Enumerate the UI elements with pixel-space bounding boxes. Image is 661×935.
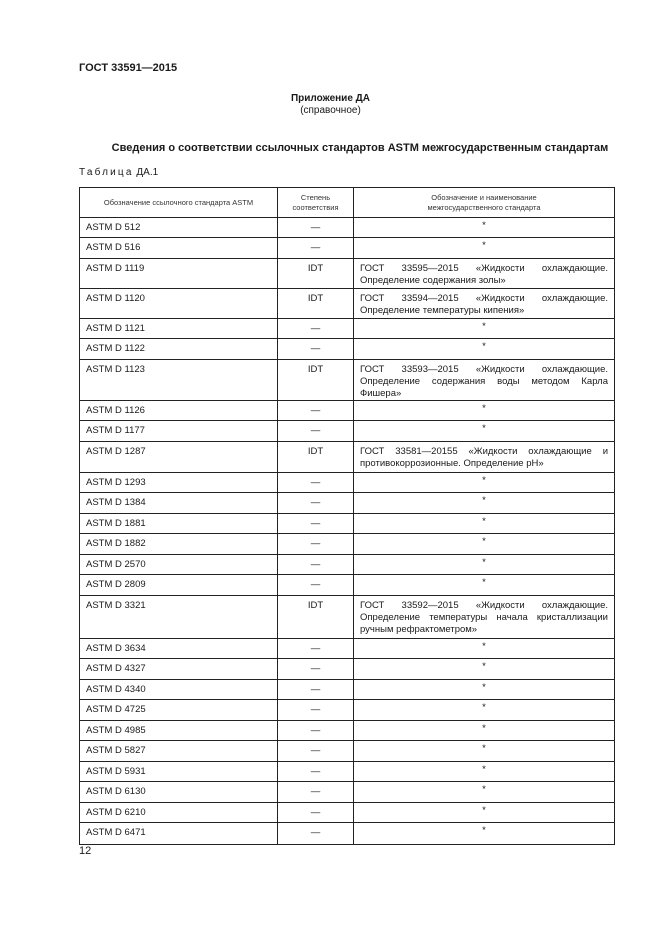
cell-degree: — bbox=[278, 555, 354, 575]
table-row bbox=[80, 289, 615, 319]
cell-interstate-standard: * bbox=[354, 421, 615, 442]
appendix-heading bbox=[0, 93, 661, 117]
cell-astm-standard: ASTM D 2570 bbox=[80, 555, 278, 575]
cell-interstate-standard: * bbox=[354, 555, 615, 575]
table-row bbox=[80, 259, 615, 289]
cell-degree: — bbox=[278, 762, 354, 782]
cell-astm-standard: ASTM D 3321 bbox=[80, 596, 278, 639]
cell-astm-standard: ASTM D 512 bbox=[80, 218, 278, 238]
cell-astm-standard: ASTM D 1293 bbox=[80, 473, 278, 493]
cell-astm-standard: ASTM D 2809 bbox=[80, 575, 278, 596]
cell-astm-standard: ASTM D 6210 bbox=[80, 803, 278, 823]
cell-astm-standard: ASTM D 6471 bbox=[80, 823, 278, 845]
cell-degree: IDT bbox=[278, 360, 354, 401]
cell-astm-standard: ASTM D 1123 bbox=[80, 360, 278, 401]
cell-degree: — bbox=[278, 473, 354, 493]
cell-astm-standard: ASTM D 1121 bbox=[80, 319, 278, 339]
cell-degree: IDT bbox=[278, 596, 354, 639]
cell-degree: — bbox=[278, 534, 354, 555]
cell-degree: IDT bbox=[278, 442, 354, 473]
cell-interstate-standard: * bbox=[354, 339, 615, 360]
table-row bbox=[80, 514, 615, 534]
table-row bbox=[80, 218, 615, 238]
table-row bbox=[80, 493, 615, 514]
cell-degree: — bbox=[278, 721, 354, 741]
cell-degree: — bbox=[278, 639, 354, 659]
appendix-title: Приложение ДА bbox=[290, 93, 371, 104]
cell-astm-standard: ASTM D 516 bbox=[80, 238, 278, 259]
header-degree bbox=[278, 188, 354, 218]
page-number: 12 bbox=[79, 845, 92, 857]
table-row bbox=[80, 762, 615, 782]
cell-interstate-standard: * bbox=[354, 218, 615, 238]
cell-interstate-standard: * bbox=[354, 238, 615, 259]
document-code: ГОСТ 33591—2015 bbox=[79, 62, 178, 74]
cell-interstate-standard: ГОСТ 33593—2015 «Жидкости охлаждающие. Определение содержания воды методом Карла Фишера» bbox=[354, 360, 615, 401]
table-row bbox=[80, 238, 615, 259]
cell-interstate-standard: * bbox=[354, 823, 615, 845]
cell-interstate-standard: ГОСТ 33592—2015 «Жидкости охлаждающие. Определение температуры начала кристаллизации ручным рефрактометром» bbox=[354, 596, 615, 639]
correspondence-table bbox=[79, 187, 615, 845]
cell-degree: — bbox=[278, 575, 354, 596]
table-row bbox=[80, 442, 615, 473]
cell-interstate-standard: ГОСТ 33595—2015 «Жидкости охлаждающие. Определение содержания золы» bbox=[354, 259, 615, 289]
cell-degree: — bbox=[278, 823, 354, 845]
cell-degree: — bbox=[278, 238, 354, 259]
cell-interstate-standard: * bbox=[354, 319, 615, 339]
cell-astm-standard: ASTM D 1177 bbox=[80, 421, 278, 442]
cell-astm-standard: ASTM D 1126 bbox=[80, 401, 278, 421]
cell-degree: — bbox=[278, 339, 354, 360]
header-astm-designation: Обозначение ссылочного стандарта ASTM bbox=[80, 188, 278, 218]
cell-astm-standard: ASTM D 4985 bbox=[80, 721, 278, 741]
table-label-word: Таблица bbox=[79, 167, 134, 178]
cell-degree: — bbox=[278, 782, 354, 803]
cell-astm-standard: ASTM D 5827 bbox=[80, 741, 278, 762]
table-row bbox=[80, 639, 615, 659]
table-label bbox=[79, 167, 158, 178]
table-row bbox=[80, 721, 615, 741]
cell-interstate-standard: * bbox=[354, 782, 615, 803]
cell-degree: — bbox=[278, 741, 354, 762]
table-row bbox=[80, 803, 615, 823]
header-degree-line1: Степень bbox=[300, 192, 331, 202]
table-row bbox=[80, 596, 615, 639]
cell-astm-standard: ASTM D 1882 bbox=[80, 534, 278, 555]
cell-astm-standard: ASTM D 4327 bbox=[80, 659, 278, 680]
cell-astm-standard: ASTM D 4340 bbox=[80, 680, 278, 700]
section-title: Сведения о соответствии ссылочных стандартов ASTM межгосударственным стандартам bbox=[111, 142, 609, 154]
cell-interstate-standard: ГОСТ 33581—20155 «Жидкости охлаждающие и противокоррозионные. Определение pH» bbox=[354, 442, 615, 473]
cell-astm-standard: ASTM D 1119 bbox=[80, 259, 278, 289]
table-row bbox=[80, 575, 615, 596]
cell-interstate-standard: * bbox=[354, 575, 615, 596]
cell-interstate-standard: * bbox=[354, 762, 615, 782]
table-row bbox=[80, 473, 615, 493]
cell-degree: — bbox=[278, 680, 354, 700]
cell-degree: — bbox=[278, 700, 354, 721]
header-degree-line2: соответствия bbox=[292, 202, 339, 212]
cell-astm-standard: ASTM D 6130 bbox=[80, 782, 278, 803]
cell-interstate-standard: * bbox=[354, 473, 615, 493]
appendix-subtitle: (справочное) bbox=[300, 105, 361, 116]
table-row bbox=[80, 741, 615, 762]
table-row bbox=[80, 401, 615, 421]
cell-astm-standard: ASTM D 4725 bbox=[80, 700, 278, 721]
cell-astm-standard: ASTM D 1287 bbox=[80, 442, 278, 473]
cell-interstate-standard: * bbox=[354, 514, 615, 534]
cell-degree: — bbox=[278, 421, 354, 442]
cell-degree: — bbox=[278, 218, 354, 238]
cell-interstate-standard: * bbox=[354, 721, 615, 741]
cell-astm-standard: ASTM D 1120 bbox=[80, 289, 278, 319]
table-row bbox=[80, 555, 615, 575]
cell-interstate-standard: * bbox=[354, 534, 615, 555]
cell-degree: — bbox=[278, 803, 354, 823]
cell-astm-standard: ASTM D 1384 bbox=[80, 493, 278, 514]
table-row bbox=[80, 339, 615, 360]
cell-astm-standard: ASTM D 5931 bbox=[80, 762, 278, 782]
cell-interstate-standard: ГОСТ 33594—2015 «Жидкости охлаждающие. Определение температуры кипения» bbox=[354, 289, 615, 319]
cell-astm-standard: ASTM D 3634 bbox=[80, 639, 278, 659]
cell-degree: — bbox=[278, 401, 354, 421]
table-label-number: ДА.1 bbox=[136, 167, 159, 178]
cell-interstate-standard: * bbox=[354, 741, 615, 762]
cell-interstate-standard: * bbox=[354, 700, 615, 721]
cell-astm-standard: ASTM D 1122 bbox=[80, 339, 278, 360]
table-row bbox=[80, 782, 615, 803]
header-standard-line2: межгосударственного стандарта bbox=[427, 202, 541, 212]
cell-degree: — bbox=[278, 319, 354, 339]
table-row bbox=[80, 823, 615, 845]
cell-degree: — bbox=[278, 659, 354, 680]
cell-degree: — bbox=[278, 514, 354, 534]
header-standard-line1: Обозначение и наименование bbox=[431, 192, 537, 202]
cell-interstate-standard: * bbox=[354, 680, 615, 700]
table-row bbox=[80, 360, 615, 401]
table-header-row bbox=[80, 188, 615, 218]
cell-degree: IDT bbox=[278, 259, 354, 289]
table-body bbox=[80, 218, 615, 845]
table-row bbox=[80, 421, 615, 442]
cell-interstate-standard: * bbox=[354, 401, 615, 421]
cell-interstate-standard: * bbox=[354, 639, 615, 659]
table-row bbox=[80, 534, 615, 555]
header-interstate-standard bbox=[354, 188, 615, 218]
table-row bbox=[80, 659, 615, 680]
cell-degree: — bbox=[278, 493, 354, 514]
table-row bbox=[80, 700, 615, 721]
cell-interstate-standard: * bbox=[354, 659, 615, 680]
cell-interstate-standard: * bbox=[354, 803, 615, 823]
cell-astm-standard: ASTM D 1881 bbox=[80, 514, 278, 534]
cell-degree: IDT bbox=[278, 289, 354, 319]
cell-interstate-standard: * bbox=[354, 493, 615, 514]
table-row bbox=[80, 319, 615, 339]
table-row bbox=[80, 680, 615, 700]
